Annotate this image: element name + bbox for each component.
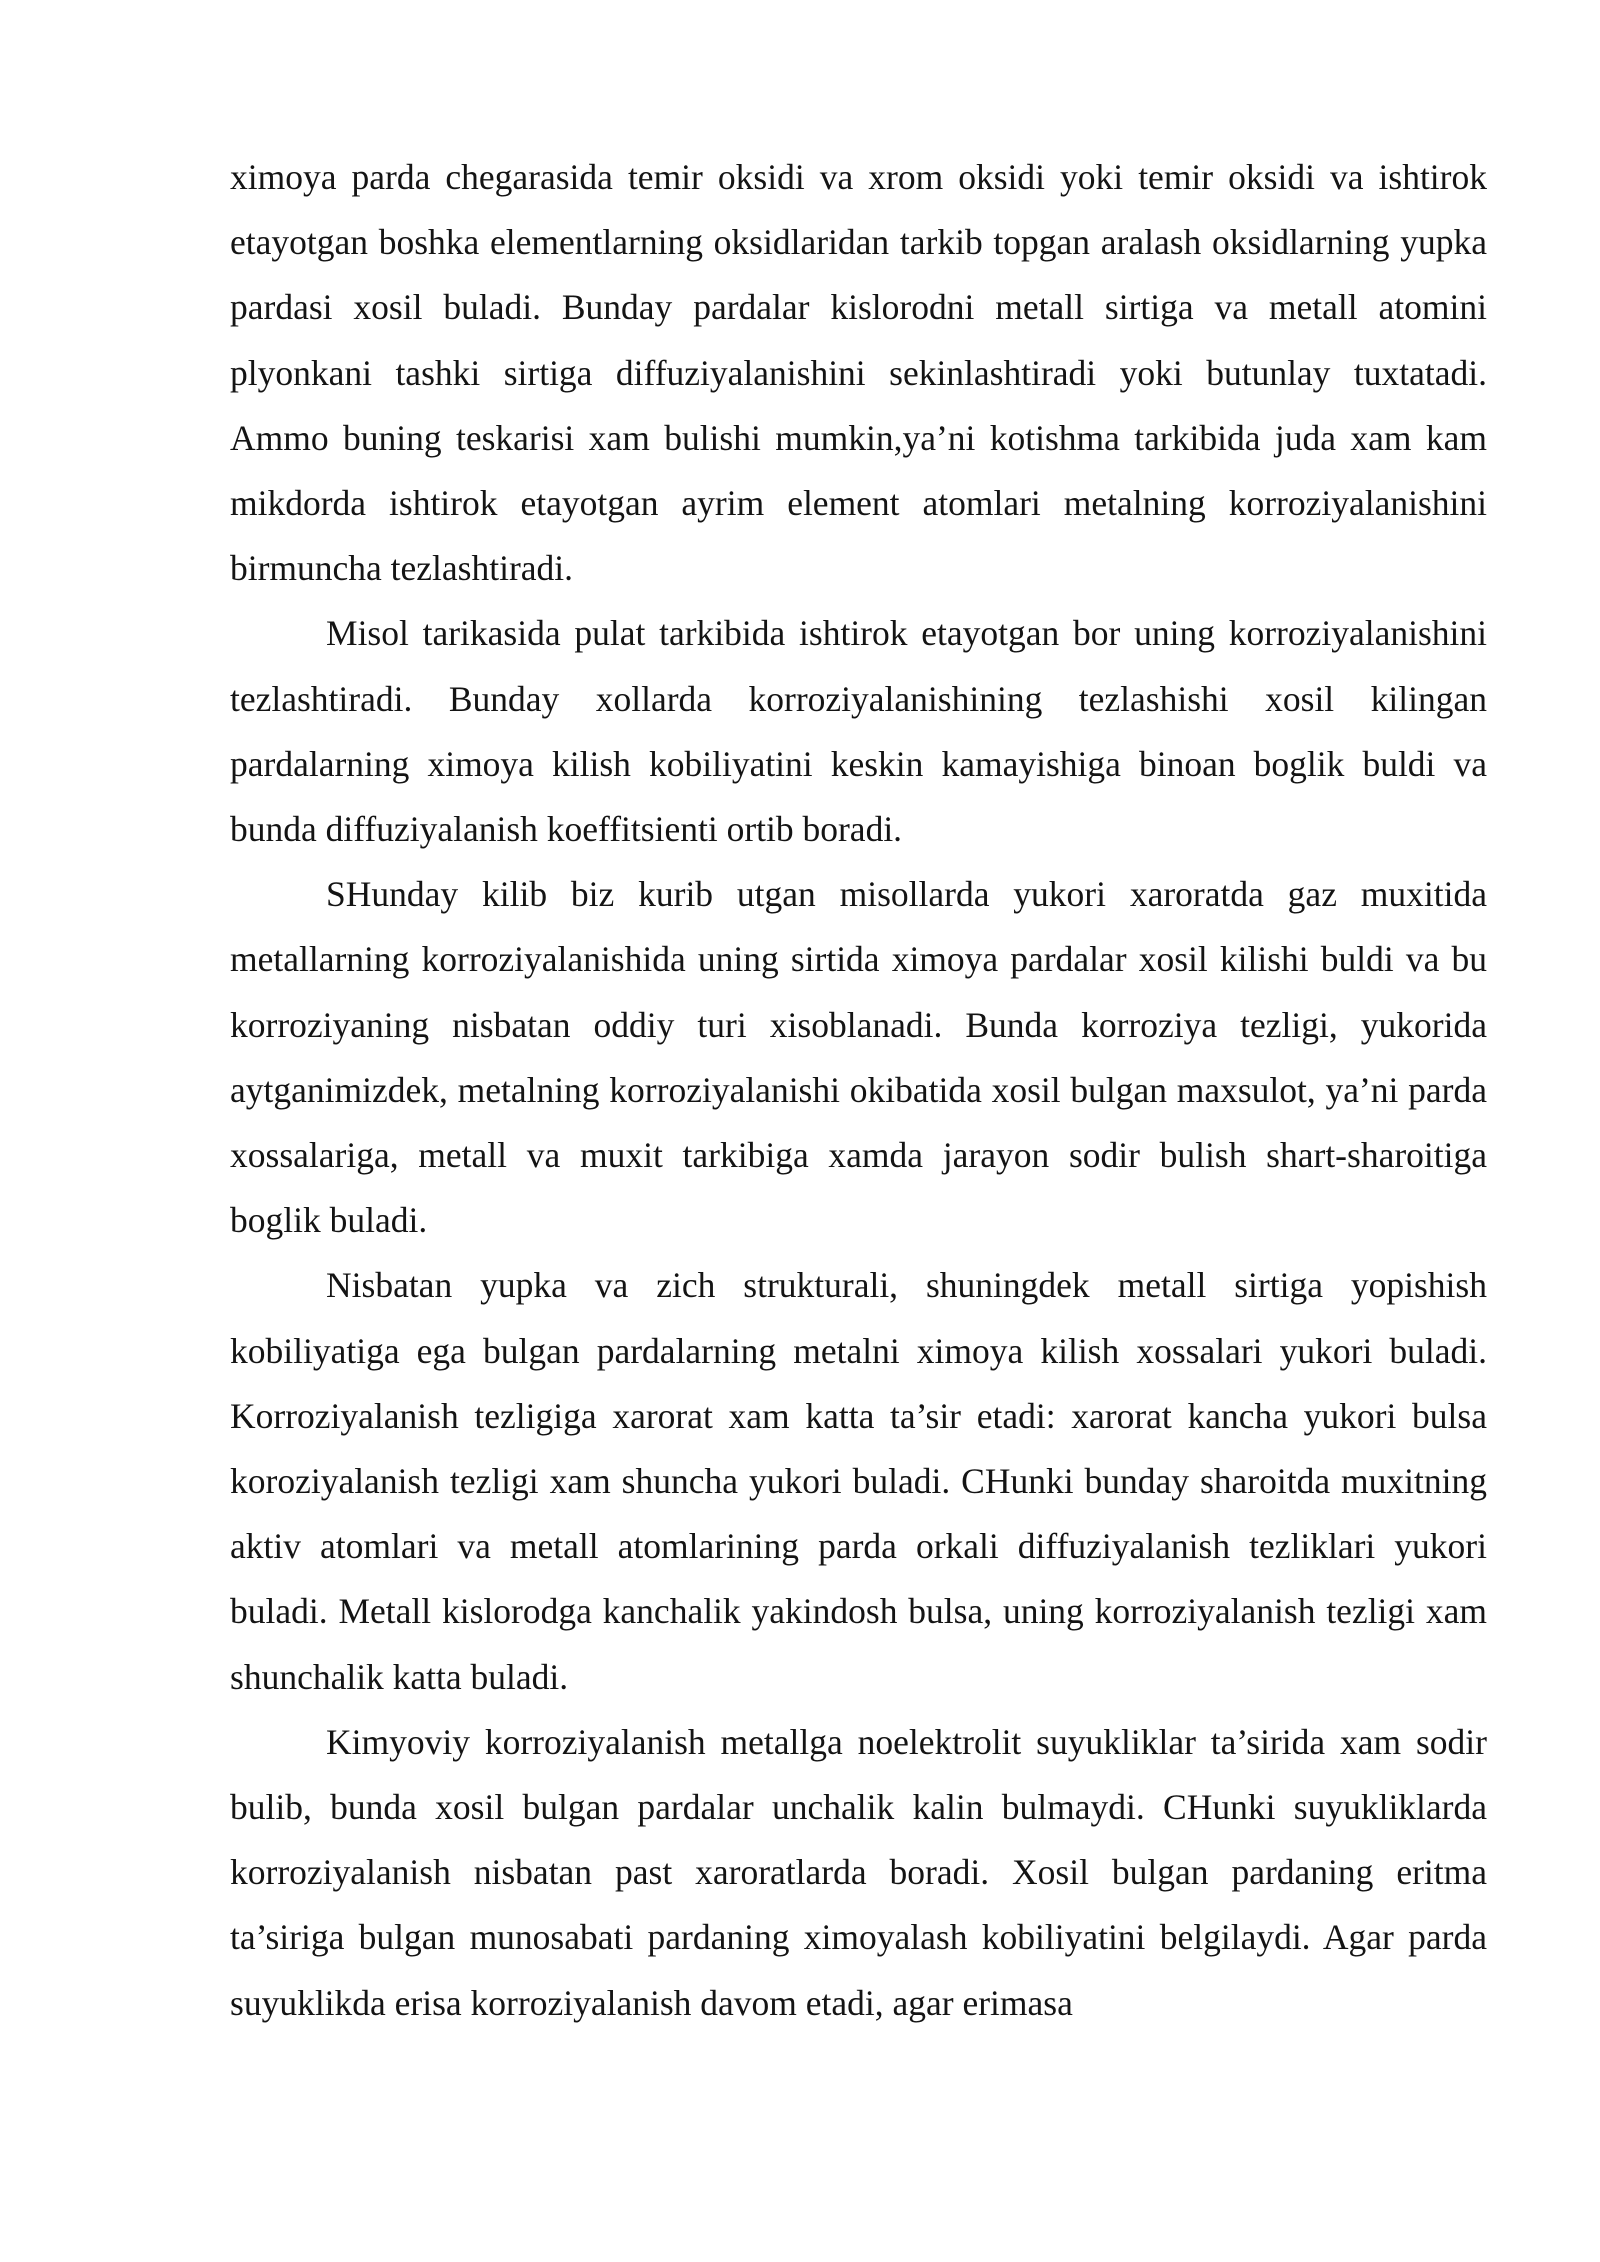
paragraph-gas-corrosion: SHunday kilib biz kurib utgan misollarda yukori xaroratda gaz muxitida metallarning korroziyalanishida uning sirtida ximoya pardalar xosil kilishi buldi va bu korroziyaning nisbatan oddiy turi xisoblanadi. Bunda korroziya tezligi, yukorida aytganimizdek, metalning korroziyalanishi okibatida xosil bulgan maxsulot, ya’ni parda xossalariga, metall va muxit tarkibiga xamda jarayon sodir bulish shart-sharoitiga boglik buladi. [230,874,1487,1241]
paragraph-example-boron: Misol tarikasida pulat tarkibida ishtirok etayotgan bor uning korroziyalanishini tezlashtiradi. Bunday xollarda korroziyalanishining tezlashishi xosil kilingan pardalarning ximoya kilish kobiliyatini keskin kamayishiga binoan boglik buldi va bunda diffuziyalanish koeffitsienti ortib boradi. [230,613,1487,850]
paragraph-film-properties: Nisbatan yupka va zich strukturali, shuningdek metall sirtiga yopishish kobiliyatiga ega bulgan pardalarning metalni ximoya kilish xossalari yukori buladi. Korroziyalanish tezligiga xarorat xam katta ta’sir etadi: xarorat kancha yukori bulsa koroziyalanish tezligi xam shuncha yukori buladi. CHunki bunday sharoitda muxitning aktiv atomlari va metall atomlarining parda orkali diffuziyalanish tezliklari yukori buladi. Metall kislorodga kanchalik yakindosh bulsa, uning korroziyalanish tezligi xam shunchalik katta buladi. [230,1265,1487,1697]
paragraph-continuation: ximoya parda chegarasida temir oksidi va xrom oksidi yoki temir oksidi va ishtirok etayotgan boshka elementlarning oksidlaridan tarkib topgan aralash oksidlarning yupka pardasi xosil buladi. Bunday pardalar kislorodni metall sirtiga va metall atomini plyonkani tashki sirtiga diffuziyalanishini sekinlashtiradi yoki butunlay tuxtatadi. Ammo buning teskarisi xam bulishi mumkin,ya’ni kotishma tarkibida juda xam kam mikdorda ishtirok etayotgan ayrim element atomlari metalning korroziyalanishini birmuncha tezlashtiradi. [230,157,1487,589]
paragraph-chemical-corrosion: Kimyoviy korroziyalanish metallga noelektrolit suyukliklar ta’sirida xam sodir bulib, bunda xosil bulgan pardalar unchalik kalin bulmaydi. CHunki suyukliklarda korroziyalanish nisbatan past xaroratlarda boradi. Xosil bulgan pardaning eritma ta’siriga bulgan munosabati pardaning ximoyalash kobiliyatini belgilaydi. Agar parda suyuklikda erisa korroziyalanish davom etadi, agar erimasa [230,1721,1487,2023]
body-text [230,145,1487,2036]
